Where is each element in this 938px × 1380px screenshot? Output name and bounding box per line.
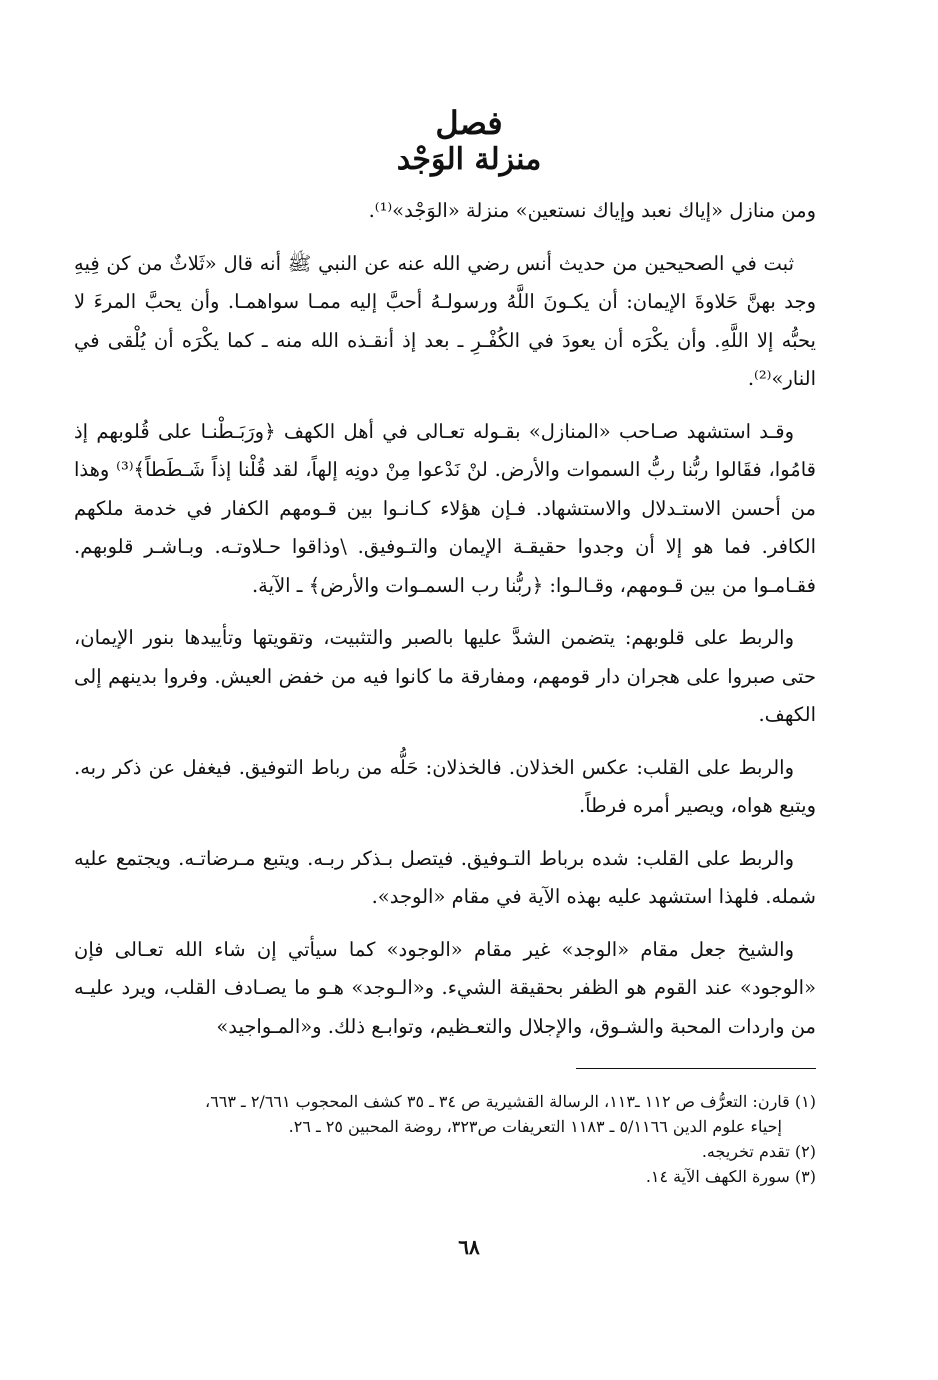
paragraph-rabt-hearts: والربط على قلوبهم: يتضمن الشدَّ عليها بالصبر والتثبيت، وتقويتها وتأييدها بنور الإيمان، حتى صبروا على هجران دار قومهم، ومفارقة ما كانوا فيه من خفض العيش. وفروا بدينهم إلى الكهف.	[74, 626, 816, 726]
main-text	[74, 192, 816, 1060]
paragraph-wajd-wujud: والشيخ جعل مقام «الوجد» غير مقام «الوجود» كما سيأتي إن شاء الله تعـالى فإن «الوجود» عند القوم هو الظفر بحقيقة الشيء. و«الـوجد» هـو ما يصـادف القلب، ويرد عليـه من واردات المحبة والشـوق، والإجلال والتعـظيم، وتوابـع ذلك. و«المـواجيد»	[74, 937, 816, 1038]
section-title: فصل	[435, 104, 503, 142]
paragraph-rabt-tawfiq: والربط على القلب: شده برباط التـوفيق. فيتصل بـذكر ربـه. ويتبع مـرضاتـه. ويجتمع عليه شمله. فلهذا استشهد عليه بهذه الآية في مقام «الوجد».	[74, 846, 816, 908]
footnote-1: (١) قارن: التعرُّف ص ١١٢ ـ١١٣، الرسالة القشيرية ص ٣٤ ـ ٣٥ كشف المحجوب ٢/٦٦١ ـ ٦٦٣،	[205, 1092, 816, 1111]
paragraph-rabt-khidhlan: والربط على القلب: عكس الخذلان. فالخذلان: حَلُّه من رباط التوفيق. فيغفل عن ذكر ربه. ويتبع هواه، ويصير أمره فرطاً.	[74, 755, 816, 817]
section-subtitle: منزلة الوَجْد	[396, 142, 542, 177]
paragraph-intro: ومن منازل «إياك نعبد وإياك نستعين» منزلة «الوَجْد»⁽¹⁾.	[368, 199, 816, 222]
footnote-1-continued: إحياء علوم الدين ٥/١١٦٦ ـ ١١٨٣ التعريفات ص٣٢٣، روضة المحبين ٢٥ ـ ٢٦.	[288, 1117, 782, 1136]
footnotes	[74, 1089, 816, 1189]
footnote-3: (٣) سورة الكهف الآية ١٤.	[645, 1167, 816, 1186]
paragraph-kahf-verse: وقـد استشهد صـاحب «المنازل» بقـوله تعـالى في أهل الكهف ﴿ورَبَـطْنـا على قُلوبهم إذ قامُوا، فقَالوا ربُّنا ربُّ السموات والأرض. لنْ نَدْعوا مِنْ دونِه إلهاً، لقد قُلْنا إذاً شَـطَطاً﴾⁽³⁾ وهذا من أحسن الاستـدلال والاستشهاد. فـإن هؤلاء كـانـوا بين قـومهم الكفار في خدمة ملكهم الكافر. فما هو إلا أن وجدوا حقيقـة الإيمان والتـوفيق. \وذاقوا حـلاوتـه. وبـاشـر قلوبهم. فقـامـوا من بين قـومهم، وقـالـوا: ﴿ربُّنا رب السمـوات والأرض﴾ ـ الآية.	[74, 419, 817, 597]
page-number: ٦٨	[458, 1235, 480, 1259]
paragraph-hadith: ثبت في الصحيحين من حديث أنس رضي الله عنه عن النبي ﷺ أنه قال «ثَلاثٌ من كن فِيهِ وجد بهنَّ حَلاوةَ الإيمان: أن يكـونَ اللَّهُ ورسولـهُ أحبَّ إليه ممـا سواهمـا. وأن يحبَّ المرءَ لا يحبُّه إلا اللَّهِ. وأن يكْرَه أن يعودَ في الكُفْـرِ ـ بعد إذ أنقـذه الله منه ـ كما يكْرَه أن يُلْقى في النار»⁽²⁾.	[74, 251, 816, 390]
footnote-separator	[576, 1068, 816, 1069]
footnote-2: (٢) تقدم تخريجه.	[701, 1142, 816, 1161]
